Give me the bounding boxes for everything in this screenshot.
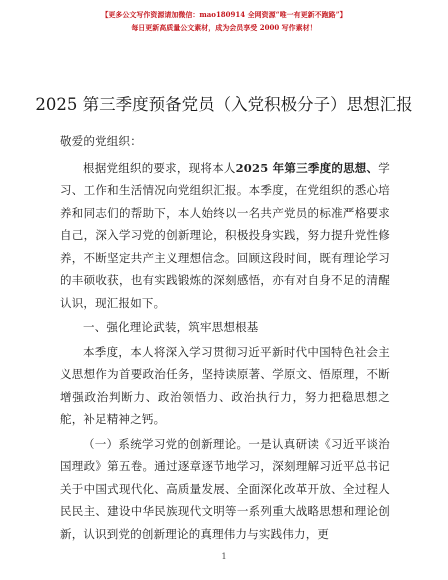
intro-text-rest: 学习、工作和生活情况向党组织汇报。本季度，在党组织的悉心培养和同志们的帮助下，本人始终以一名共产党员的标准严格要求自己，深入学习党的创新理论，积极投身实践，努力提升党性修养，不断坚定共产主义理想信念。回顾这段时间，既有理论学习的丰硕收获，也有实践锻炼的深刻感悟，亦有对自身不足的清醒认识，现汇报如下。 [60,160,390,310]
salutation: 敬爱的党组织： [60,134,142,148]
section1-subsection-paragraph: （一）系统学习党的创新理论。一是认真研读《习近平谈治国理政》第五卷。通过逐章逐节地学习，深刻理解习近平总书记关于中国式现代化、高质量发展、全面深化改革开放、全过程人民民主、建设中华民族现代文明等一系列重大战略思想和理论创新，认识到党的创新理论的真理伟力与实践伟力，更 [60,436,390,541]
promo-banner-line1: 【更多公文写作资源请加微信：mao180914 全网资源“唯一有更新不跑路”】 [101,10,347,19]
promo-banner-line2: 每日更新高质量公文素材，成为会员享受 2000 写作素材！ [131,23,317,32]
intro-bold-text: 2025 年第三季度的思想、 [235,160,379,175]
document-body [60,130,390,545]
intro-paragraph [60,157,390,315]
document-title: 2025 第三季度预备党员（入党积极分子）思想汇报 [35,95,413,114]
section1-paragraph: 本季度，本人将深入学习贯彻习近平新时代中国特色社会主义思想作为首要政治任务，坚持读原著、学原文、悟原理，不断增强政治判断力、政治领悟力、政治执行力，努力把稳思想之舵，补足精神之钙。 [60,344,390,426]
page-number: 1 [221,552,227,561]
section1-heading: 一、强化理论武装，筑牢思想根基 [83,320,259,334]
intro-text-start: 根据党组织的要求，现将本人 [83,160,236,175]
